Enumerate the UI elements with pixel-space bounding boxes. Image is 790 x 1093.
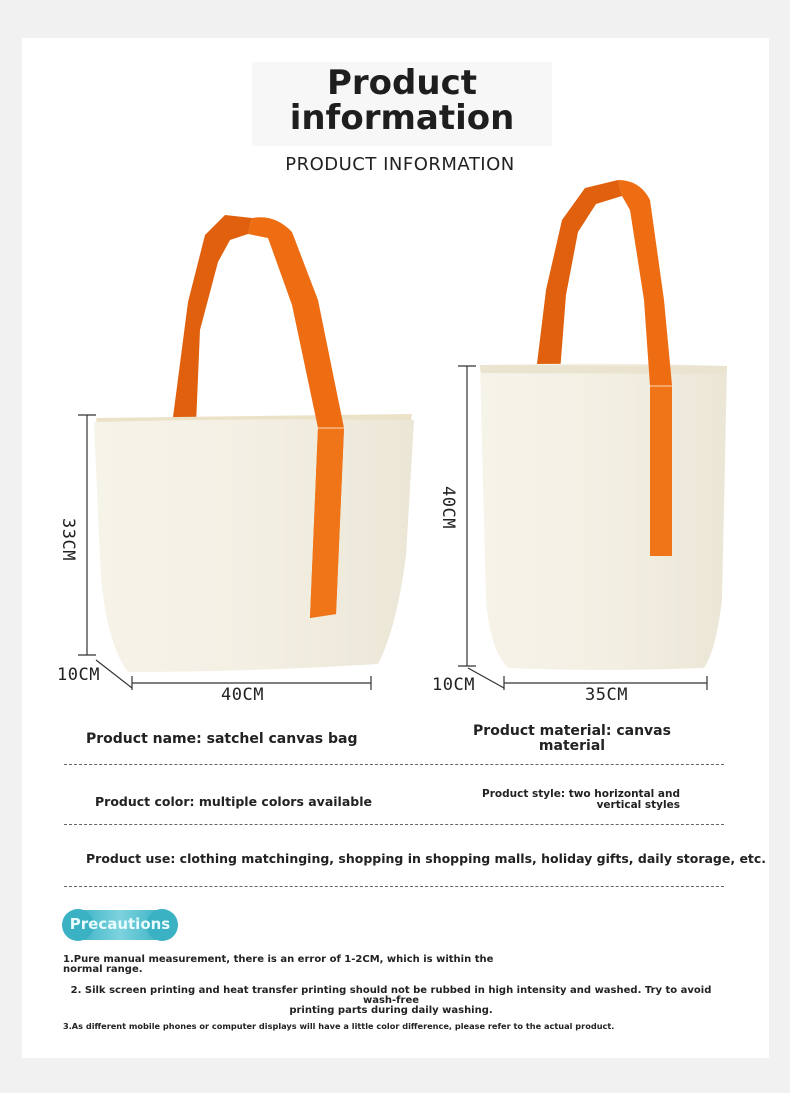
title-line-2: information [289, 98, 515, 138]
page-subtitle: PRODUCT INFORMATION [285, 154, 515, 175]
left-bag-width-label: 40CM [221, 685, 264, 705]
product-use: Product use: clothing matchinging, shopping in shopping malls, holiday gifts, daily storage, etc. [86, 851, 767, 866]
product-style [480, 789, 680, 811]
left-bag-height-label: 33CM [58, 518, 78, 561]
product-material [462, 724, 682, 754]
note-2-line-2: printing parts during daily washing. [289, 1005, 493, 1016]
note-1-line-1: 1.Pure manual measurement, there is an error of 1-2CM, which is within the [63, 954, 494, 965]
style-line-1: Product style: two horizontal and [482, 788, 680, 800]
material-line-1: Product material: canvas [473, 723, 671, 739]
style-line-2: vertical styles [596, 799, 680, 811]
note-1-line-2: normal range. [63, 964, 143, 975]
note-2-line-1: 2. Silk screen printing and heat transfer printing should not be rubbed in high intensity and washed. Try to avoid wash-free [70, 985, 712, 1006]
title-line-1: Product [327, 63, 477, 103]
product-color: Product color: multiple colors available [95, 794, 372, 809]
right-bag-height-label: 40CM [438, 486, 458, 529]
divider-2 [64, 824, 724, 825]
precaution-note-2 [63, 986, 719, 1016]
divider-3 [64, 886, 724, 887]
material-line-2: material [538, 738, 606, 754]
precaution-note-3: 3.As different mobile phones or computer displays will have a little color difference, please refer to the actual product. [63, 1021, 615, 1031]
product-name: Product name: satchel canvas bag [86, 731, 358, 747]
precautions-badge [62, 909, 178, 941]
precautions-label: Precautions [69, 915, 171, 933]
right-bag-width-label: 35CM [585, 685, 628, 705]
right-bag-depth-label: 10CM [432, 675, 475, 695]
left-bag-depth-label: 10CM [57, 665, 100, 685]
divider-1 [64, 764, 724, 765]
precaution-note-1 [63, 955, 493, 975]
